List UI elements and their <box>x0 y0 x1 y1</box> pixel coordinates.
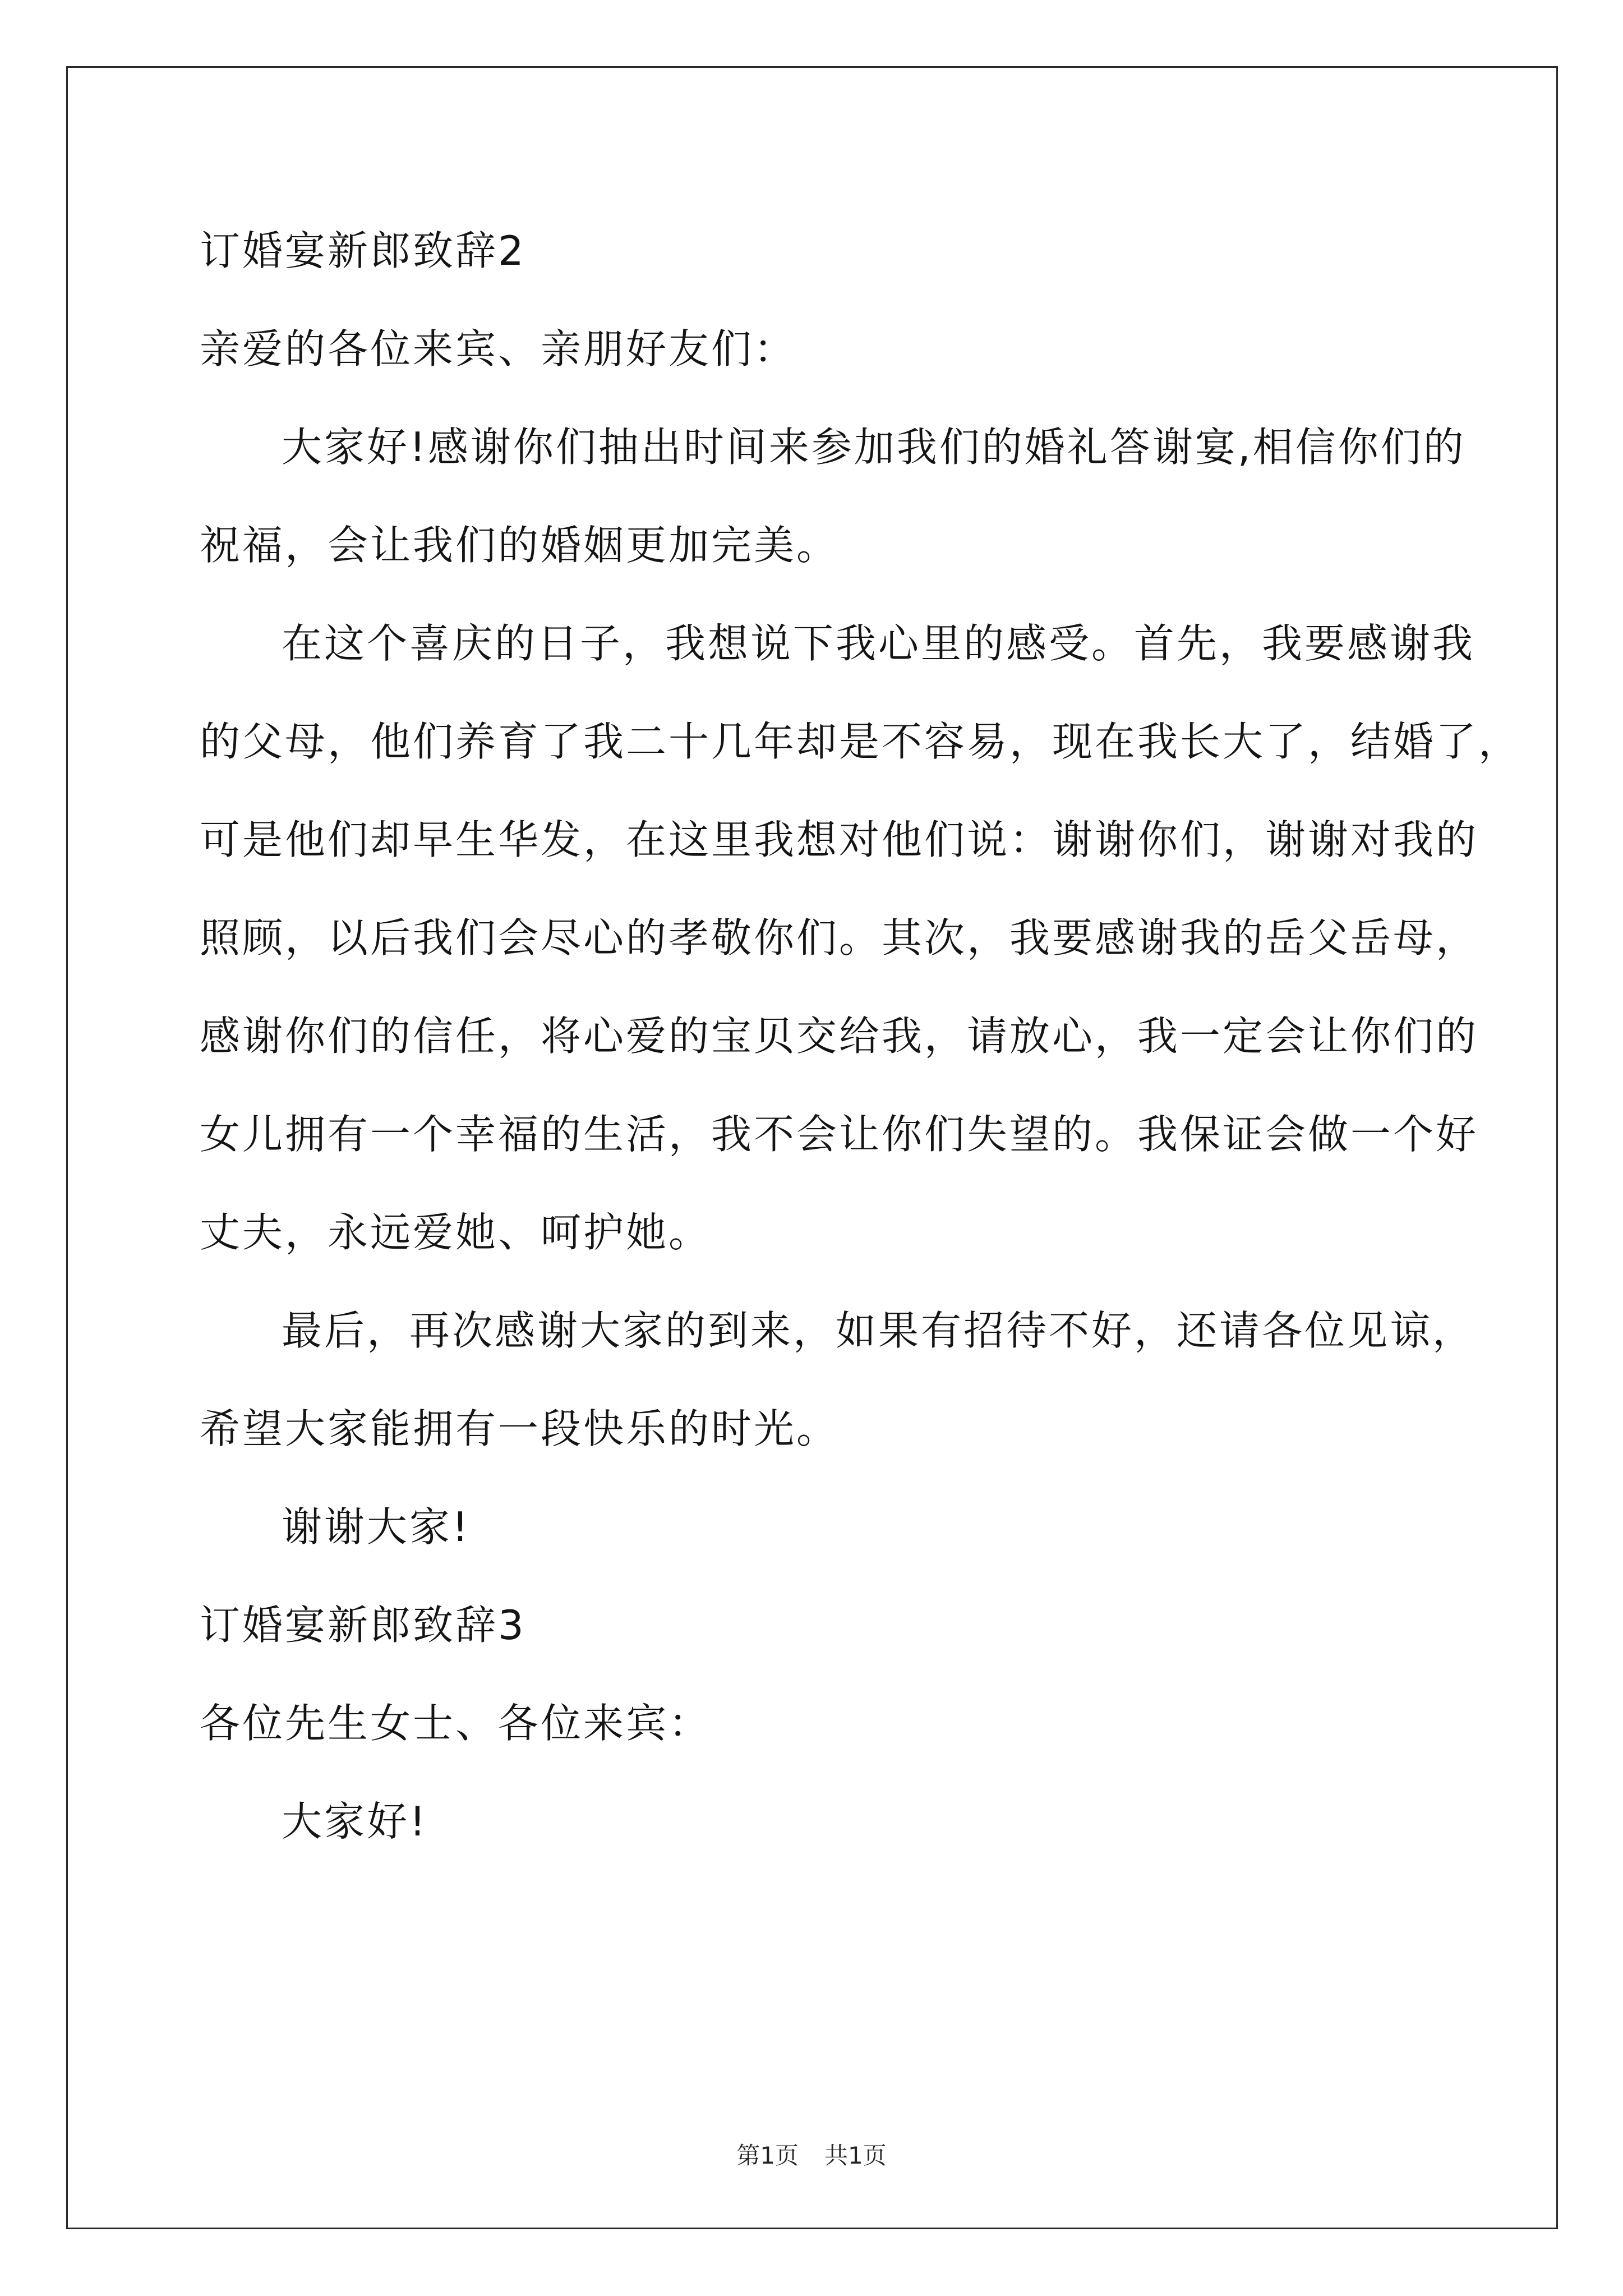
paragraph-line: 最后，再次感谢大家的到来，如果有招待不好，还请各位见谅， <box>282 1307 1476 1354</box>
paragraph-line: 大家好! <box>282 1798 428 1845</box>
paragraph-line: 感谢你们的信任，将心爱的宝贝交给我，请放心，我一定会让你们的 <box>200 1013 1479 1060</box>
salutation: 亲爱的各位来宾、亲朋好友们： <box>200 325 797 372</box>
paragraph-line: 可是他们却早生华发，在这里我想对他们说：谢谢你们，谢谢对我的 <box>200 816 1479 863</box>
paragraph-line: 丈夫，永远爱她、呵护她。 <box>200 1209 712 1256</box>
paragraph-line: 祝福，会让我们的婚姻更加完美。 <box>200 522 840 569</box>
paragraph-line: 照顾，以后我们会尽心的孝敬你们。其次，我要感谢我的岳父岳母， <box>200 914 1479 961</box>
section-title: 订婚宴新郎致辞3 <box>200 1602 526 1649</box>
paragraph-line: 的父母，他们养育了我二十几年却是不容易，现在我长大了，结婚了， <box>200 718 1521 765</box>
paragraph-line: 希望大家能拥有一段快乐的时光。 <box>200 1405 840 1452</box>
page-total: 共1页 <box>824 2142 887 2169</box>
section-title: 订婚宴新郎致辞2 <box>200 227 526 274</box>
document-body <box>200 202 1521 1871</box>
closing-line: 谢谢大家! <box>282 1503 471 1550</box>
paragraph-line: 在这个喜庆的日子，我想说下我心里的感受。首先，我要感谢我 <box>282 620 1476 667</box>
page-footer <box>0 2137 1623 2171</box>
salutation: 各位先生女士、各位来宾： <box>200 1700 712 1747</box>
paragraph-line: 大家好!感谢你们抽出时间来参加我们的婚礼答谢宴,相信你们的 <box>282 424 1466 471</box>
page-number: 第1页 <box>736 2142 799 2169</box>
paragraph-line: 女儿拥有一个幸福的生活，我不会让你们失望的。我保证会做一个好 <box>200 1111 1479 1158</box>
